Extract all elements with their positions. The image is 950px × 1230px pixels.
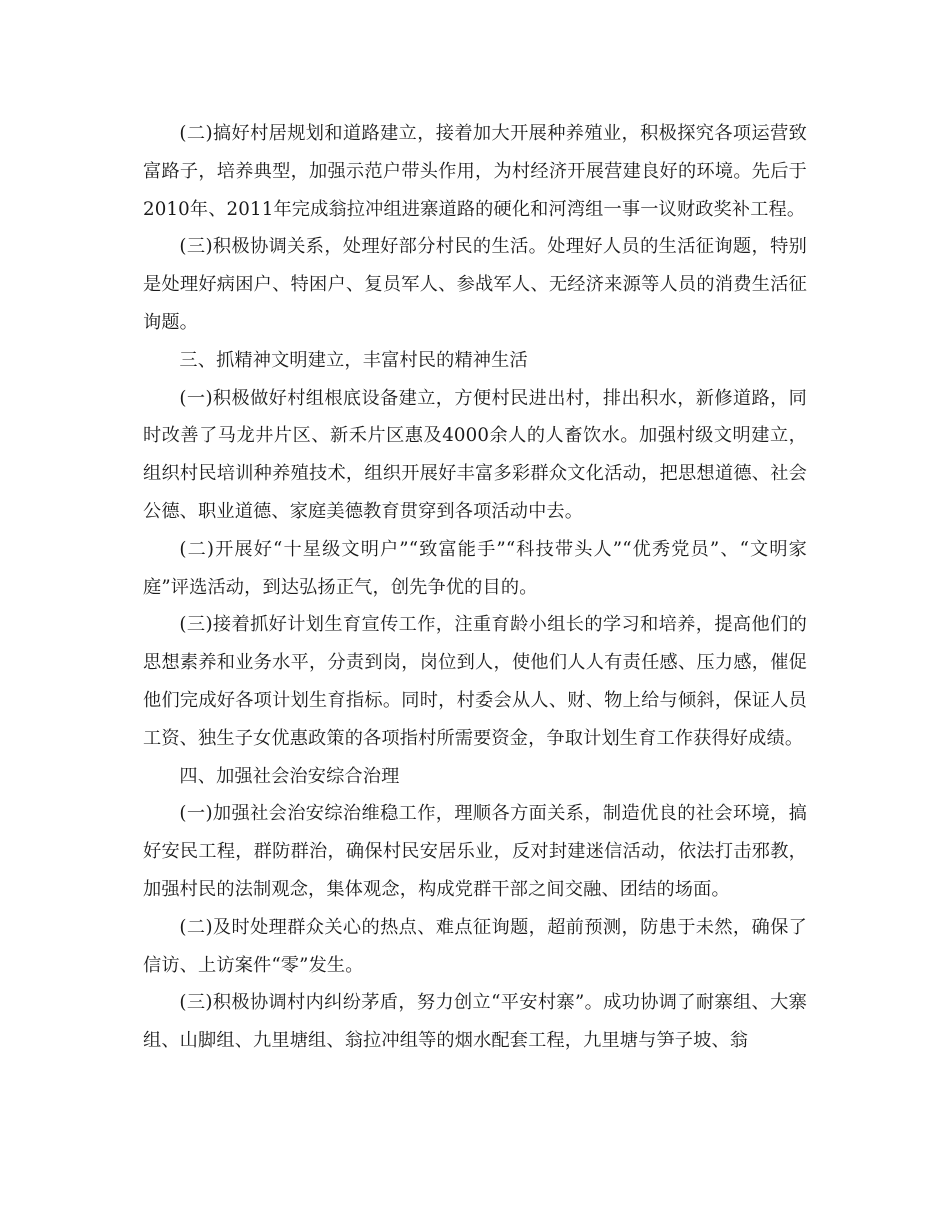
paragraph-village-planning: (二)搞好村居规划和道路建立，接着加大开展种养殖业，积极探究各项运营致富路子，培养典型，加强示范户带头作用，为村经济开展营建良好的环境。先后于2010年、2011年完成翁拉冲组进寨道路的硬化和河湾组一事一议财政奖补工程。 [143,123,807,220]
section-heading-spiritual-civilization: 三、抓精神文明建立，丰富村民的精神生活 [179,349,528,371]
paragraph-hotspot-issues: (二)及时处理群众关心的热点、难点征询题，超前预测，防患于未然，确保了信访、上访案件“零”发生。 [143,916,807,976]
paragraph-infrastructure: (一)积极做好村组根底设备建立，方便村民进出村，排出积水，新修道路，同时改善了马龙井片区、新禾片区惠及4000余人的人畜饮水。加强村级文明建立，组织村民培训种养殖技术，组织开展好丰富多彩群众文化活动，把思想道德、社会公德、职业道德、家庭美德教育贯穿到各项活动中去。 [143,387,807,522]
paragraph-family-planning: (三)接着抓好计划生育宣传工作，注重育龄小组长的学习和培养，提高他们的思想素养和业务水平，分责到岗，岗位到人，使他们人人有责任感、压力感，催促他们完成好各项计划生育指标。同时，村委会从人、财、物上给与倾斜，保证人员工资、独生子女优惠政策的各项指村所需要资金，争取计划生育工作获得好成绩。 [143,614,807,749]
document-body [143,115,807,1060]
paragraph-dispute-mediation: (三)积极协调村内纠纷茅盾，努力创立“平安村寨”。成功协调了耐寨组、大寨组、山脚组、九里塘组、翁拉冲组等的烟水配套工程，九里塘与笋子坡、翁 [143,992,807,1052]
paragraph-security-stability: (一)加强社会治安综治维稳工作，理顺各方面关系，制造优良的社会环境，搞好安民工程，群防群治，确保村民安居乐业，反对封建迷信活动，依法打击邪教，加强村民的法制观念，集体观念，构成党群干部之间交融、团结的场面。 [143,803,807,900]
section-heading-public-security: 四、加强社会治安综合治理 [179,765,400,787]
paragraph-evaluation-activities: (二)开展好“十星级文明户”“致富能手”“科技带头人”“优秀党员”、“文明家庭”评选活动，到达弘扬正气，创先争优的目的。 [143,538,807,598]
paragraph-villager-livelihood: (三)积极协调关系，处理好部分村民的生活。处理好人员的生活征询题，特别是处理好病困户、特困户、复员军人、参战军人、无经济来源等人员的消费生活征询题。 [143,236,807,333]
